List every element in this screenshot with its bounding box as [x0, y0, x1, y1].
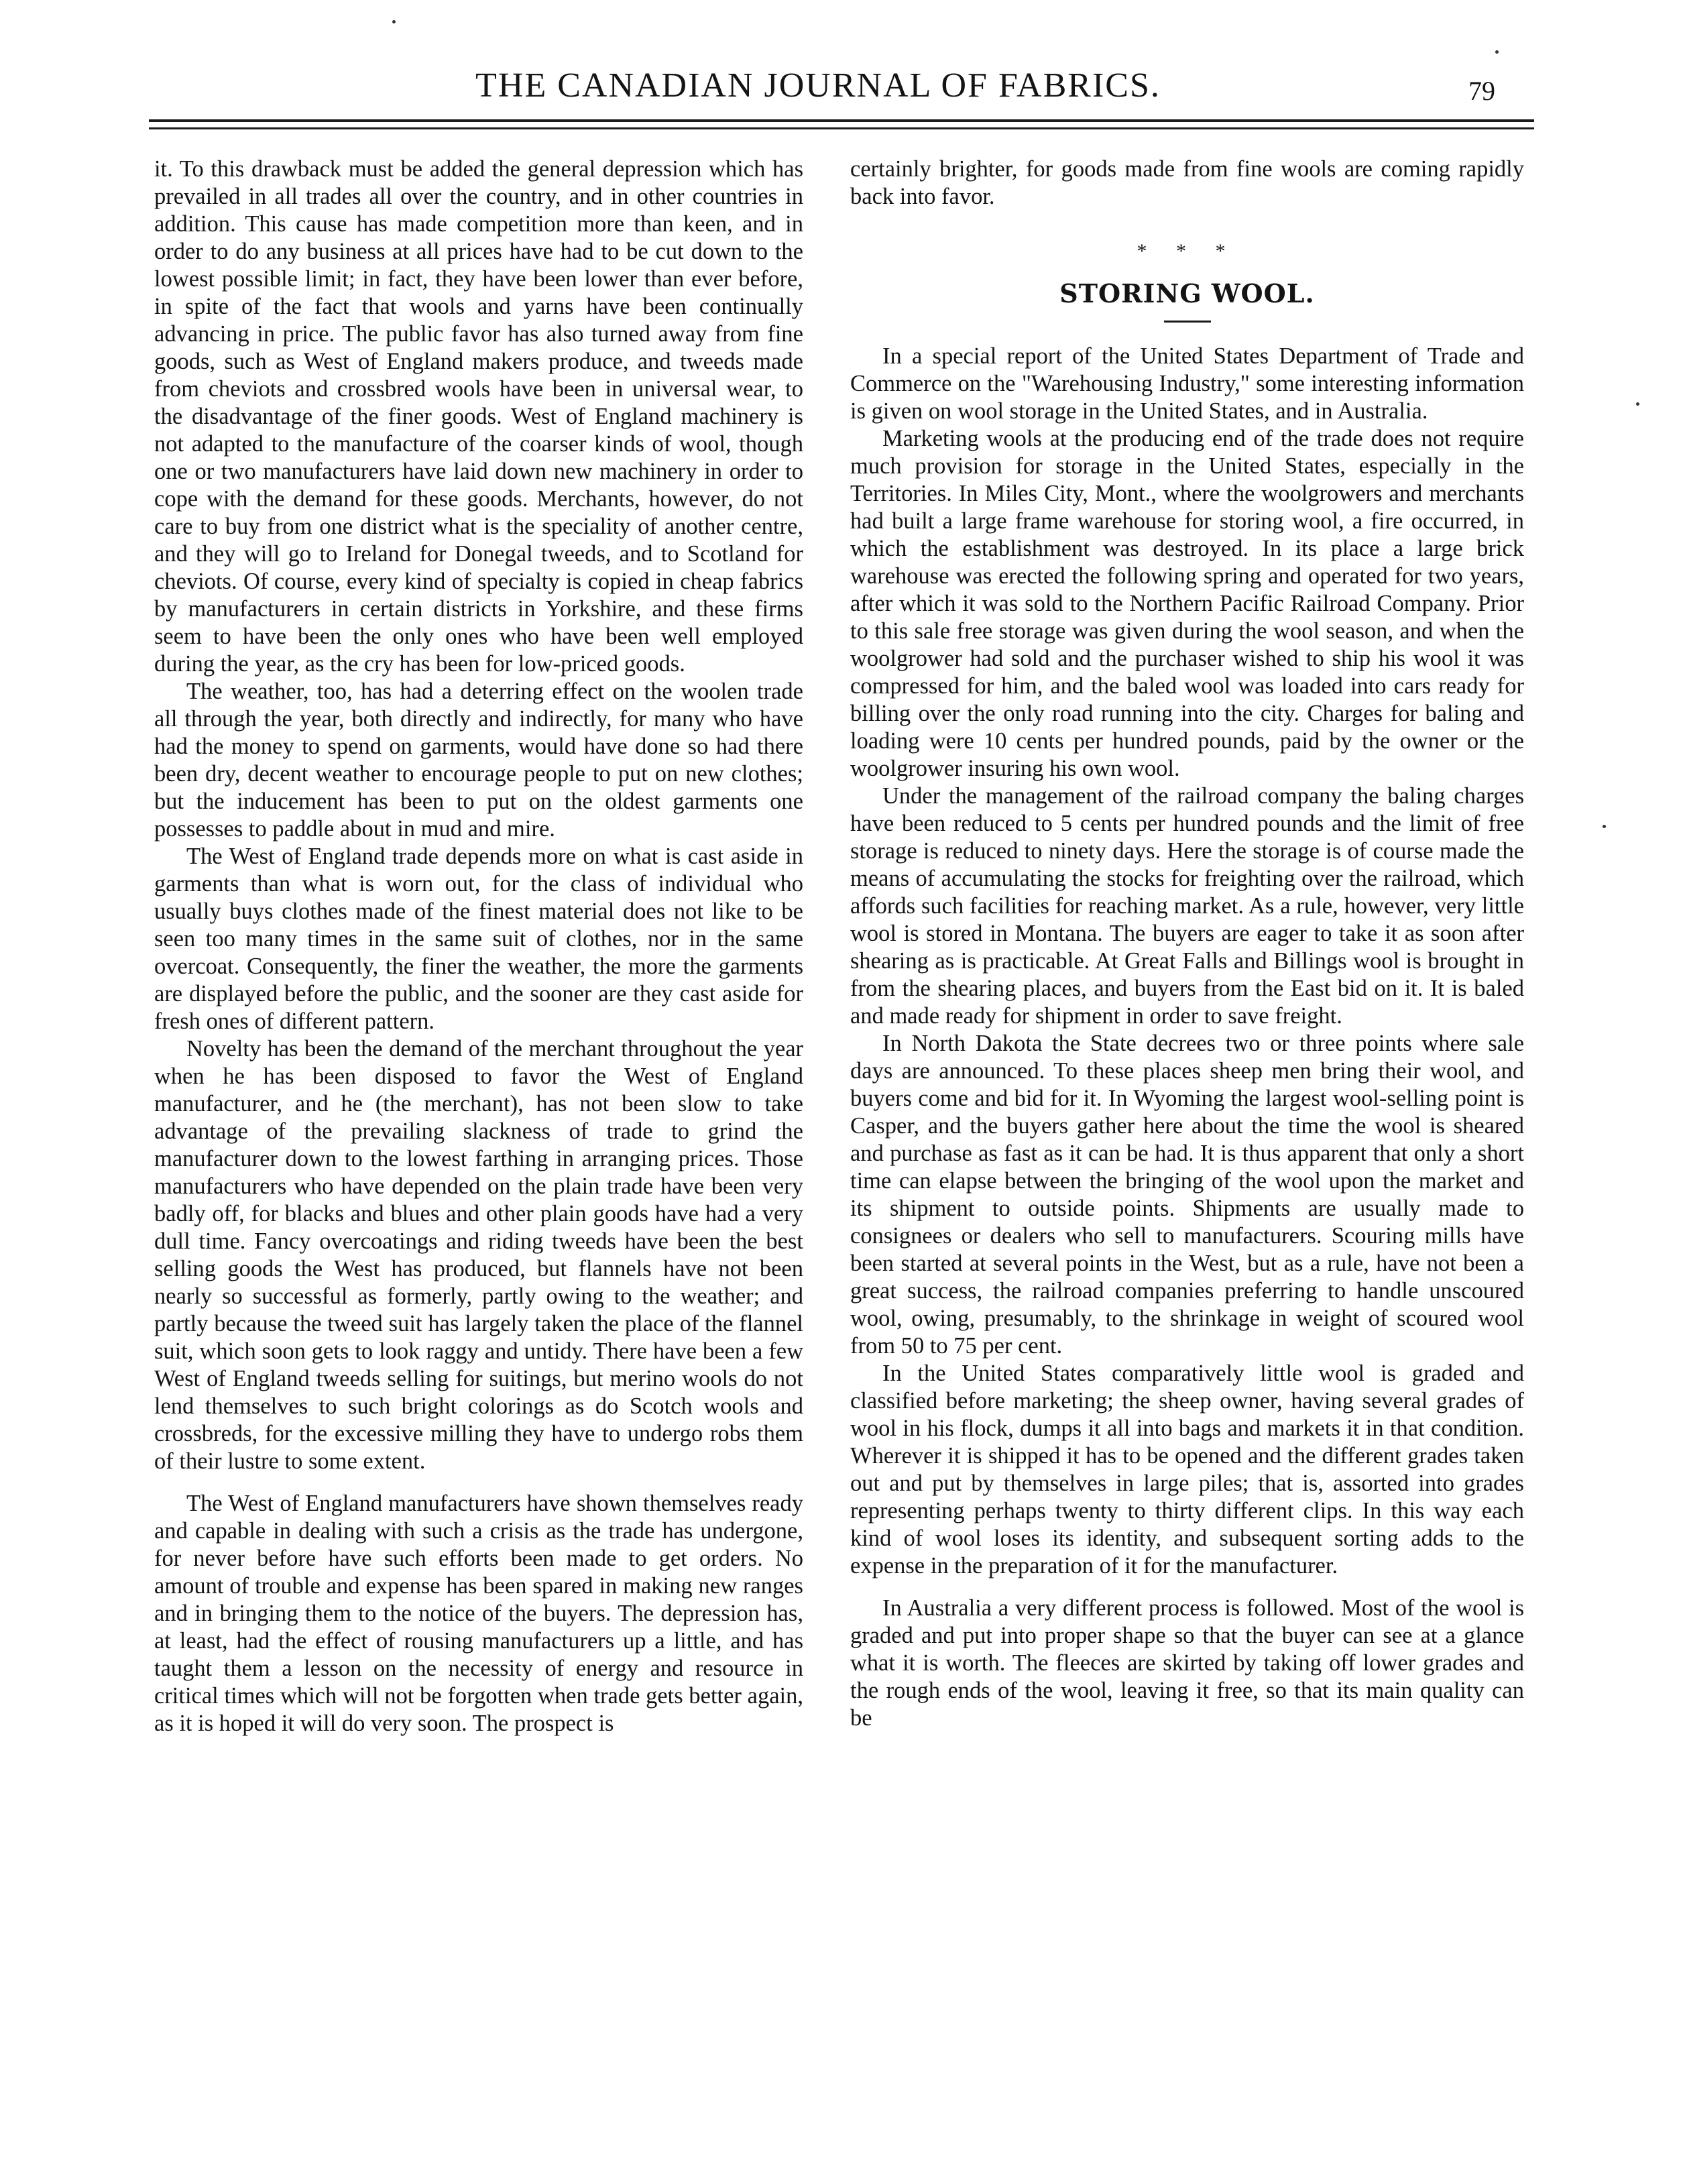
right-column [850, 156, 1524, 1732]
article-paragraph: Novelty has been the demand of the merchant throughout the year when he has been disposed to favor the West of England manufacturer, and he (the merchant), has not been slow to take advantage of the prevailing slackness of trade to grind the manufacturer down to the lowest farthing in arranging prices. Those manufacturers who have depended on the plain trade have been very badly off, for blacks and blues and other plain goods have had a very dull time. Fancy overcoatings and riding tweeds have been the best selling goods the West has produced, but flannels have not been nearly so successful as formerly, partly owing to the weather; and partly because the tweed suit has largely taken the place of the flannel suit, which soon gets to look raggy and untidy. There have been a few West of England tweeds selling for suitings, but merino wools do not lend themselves to such bright colorings as do Scotch wools and crossbreds, for the excessive milling they have to undergo robs them of their lustre to some extent. [154, 1036, 803, 1474]
print-speck [392, 20, 396, 23]
print-speck [1603, 825, 1606, 828]
section-ornament: * * * [1137, 240, 1238, 262]
left-column [154, 156, 803, 1737]
header-rule-thick [149, 119, 1534, 122]
article-paragraph: The West of England trade depends more on what is cast aside in garments than what is worn out, for the class of individual who usually buys clothes made of the finest material does not like to be seen too many times in the same suit of clothes, nor in the same overcoat. Consequently, the finer the weather, the more the garments are displayed before the public, and the sooner are they cast aside for fresh ones of different pattern. [154, 844, 803, 1034]
article-continuation: certainly brighter, for goods made from fine wools are coming rapidly back into favor. [850, 156, 1524, 209]
article-paragraph: it. To this drawback must be added the general depression which has prevailed in all trades all over the country, and in other countries in addition. This cause has made competition more than keen, and in order to do any business at all prices have had to be cut down to the lowest possible limit; in fact, they have been lower than ever before, in spite of the fact that wools and yarns have been continually advancing in price. The public favor has also turned away from fine goods, such as West of England makers produce, and tweeds made from cheviots and crossbred wools have been in universal wear, to the disadvantage of the finer goods. West of England machinery is not adapted to the manufacture of the coarser kinds of wool, though one or two manufacturers have laid down new machinery in order to cope with the demand for these goods. Merchants, however, do not care to buy from one district what is the speciality of another centre, and they will go to Ireland for Donegal tweeds, and to Scotland for cheviots. Of course, every kind of specialty is copied in cheap fabrics by manufacturers in certain districts in Yorkshire, and these firms seem to have been the only ones who have been well employed during the year, as the cry has been for low-priced goods. [154, 156, 803, 677]
article-paragraph: In a special report of the United States Department of Trade and Commerce on the "Warehousing Industry," some interesting information is given on wool storage in the United States, and in Australia. [850, 343, 1524, 424]
section-heading: STORING WOOL. [1059, 278, 1315, 308]
heading-rule [1164, 321, 1211, 323]
article-paragraph: In Australia a very different process is followed. Most of the wool is graded and put into proper shape so that the buyer can see at a glance what it is worth. The fleeces are skirted by taking off lower grades and the rough ends of the wool, leaving it free, so that its main quality can be [850, 1595, 1524, 1731]
article-paragraph: Marketing wools at the producing end of the trade does not require much provision for storage in the United States, especially in the Territories. In Miles City, Mont., where the woolgrowers and merchants had built a large frame warehouse for storing wool, a fire occurred, in which the establishment was destroyed. In its place a large brick warehouse was erected the following spring and operated for two years, after which it was sold to the Northern Pacific Railroad Company. Prior to this sale free storage was given during the wool season, and when the woolgrower had sold and the purchaser wished to ship his wool it was compressed for him, and the baled wool was loaded into cars ready for billing over the only road running into the city. Charges for baling and loading were 10 cents per hundred pounds, paid by the owner or the woolgrower insuring his own wool. [850, 426, 1524, 781]
page-number: 79 [1468, 76, 1495, 106]
print-speck [1495, 50, 1499, 54]
header-rule-thin [149, 127, 1534, 129]
article-paragraph: The weather, too, has had a deterring effect on the woolen trade all through the year, both directly and indirectly, for many who have had the money to spend on garments, would have done so had there been dry, decent weather to encourage people to put on new clothes; but the inducement has been to put on the oldest garments one possesses to paddle about in mud and mire. [154, 679, 803, 842]
article-paragraph: In North Dakota the State decrees two or three points where sale days are announced. To these places sheep men bring their wool, and buyers come and bid for it. In Wyoming the largest wool-selling point is Casper, and the buyers gather here about the time the wool is sheared and purchase as fast as it can be had. It is thus apparent that only a short time can elapse between the bringing of the wool upon the market and its shipment to outside points. Shipments are usually made to consignees or dealers who sell to manufacturers. Scouring mills have been started at several points in the West, but as a rule, have not been a great success, the railroad companies preferring to handle unscoured wool, owing, presumably, to the shrinkage in weight of scoured wool from 50 to 75 per cent. [850, 1031, 1524, 1359]
print-speck [1636, 402, 1639, 406]
running-title: THE CANADIAN JOURNAL OF FABRICS. [475, 66, 1161, 105]
article-paragraph: In the United States comparatively little wool is graded and classified before marketing; the sheep owner, having several grades of wool in his flock, dumps it all into bags and markets it in that condition. Wherever it is shipped it has to be opened and the different grades taken out and put by themselves in large piles; that is, assorted into grades representing perhaps twenty to thirty different clips. In this way each kind of wool loses its identity, and subsequent sorting adds to the expense in the preparation of it for the manufacturer. [850, 1361, 1524, 1578]
article-paragraph: Under the management of the railroad company the baling charges have been reduced to 5 cents per hundred pounds and the limit of free storage is reduced to ninety days. Here the storage is of course made the means of accumulating the stocks for freighting over the railroad, which affords such facilities for reaching market. As a rule, however, very little wool is stored in Montana. The buyers are eager to take it as soon after shearing as is practicable. At Great Falls and Billings wool is brought in from the shearing places, and buyers from the East bid on it. It is baled and made ready for shipment in order to save freight. [850, 783, 1524, 1029]
article-paragraph: The West of England manufacturers have shown themselves ready and capable in dealing with such a crisis as the trade has undergone, for never before have such efforts been made to get orders. No amount of trouble and expense has been spared in making new ranges and in bringing them to the notice of the buyers. The depression has, at least, had the effect of rousing manufacturers up a little, and has taught them a lesson on the necessity of energy and resource in critical times which will not be forgotten when trade gets better again, as it is hoped it will do very soon. The prospect is [154, 1491, 803, 1736]
